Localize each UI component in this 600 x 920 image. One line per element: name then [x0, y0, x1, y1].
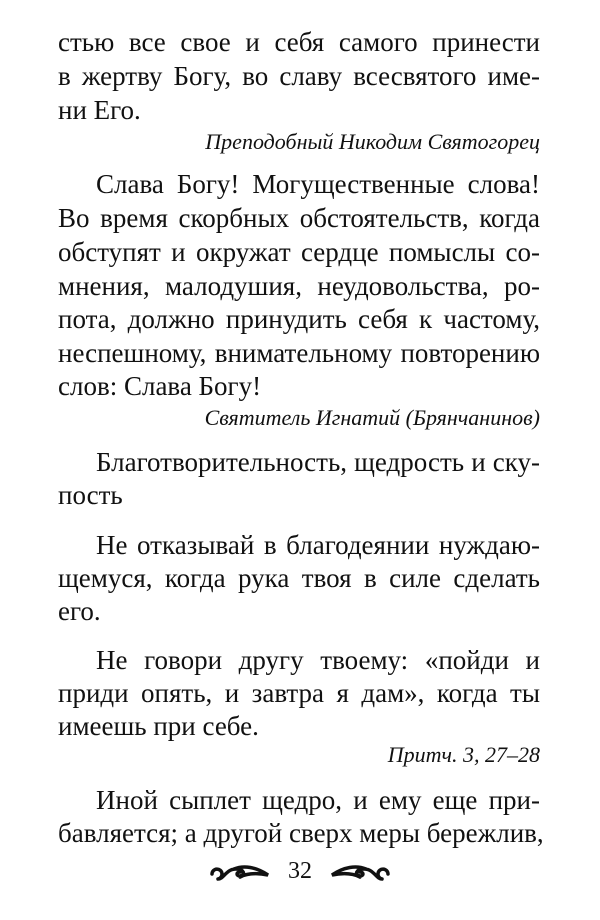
text-line: Не говори другу твоему: «пойди и [96, 645, 540, 675]
attribution: Притч. 3, 27–28 [387, 742, 540, 767]
section-heading: пость [58, 480, 123, 510]
attribution: Преподобный Никодим Святогорец [205, 129, 540, 154]
text-line: мнения, малодушия, неудовольства, ро- [58, 271, 540, 301]
page-footer [0, 858, 600, 885]
text-line: Иной сыплет щедро, и ему еще при- [96, 785, 540, 815]
text-line: стью все свое и себя самого принести [58, 27, 540, 57]
attribution: Святитель Игнатий (Брянчанинов) [204, 405, 540, 430]
text-line: Не отказывай в благодеянии нуждаю- [96, 530, 540, 560]
text-line: ни Его. [58, 95, 141, 125]
text-line: щемуся, когда рука твоя в силе сделать [58, 563, 540, 593]
text-line: пота, должно принудить себя к частому, [58, 304, 540, 334]
ornament-right-icon [326, 860, 396, 884]
text-line: бавляется; а другой сверх меры бережлив, [58, 818, 544, 848]
text-line: имеешь при себе. [58, 711, 259, 741]
page-number: 32 [288, 858, 312, 884]
text-line: Во время скорбных обстоятельств, когда [58, 203, 540, 233]
text-line: обступят и окружат сердце помыслы со- [58, 237, 540, 267]
text-line: Слава Богу! Могущественные слова! [96, 169, 540, 199]
text-line: неспешному, внимательному повторению [58, 338, 540, 368]
text-line: приди опять, и завтра я дам», когда ты [58, 678, 540, 708]
text-line: в жертву Богу, во славу всесвятого име- [58, 61, 540, 91]
text-line: его. [58, 596, 101, 626]
ornament-left-icon [204, 860, 274, 884]
section-heading: Благотворительность, щедрость и ску- [96, 447, 540, 477]
text-line: слов: Слава Богу! [58, 371, 262, 401]
